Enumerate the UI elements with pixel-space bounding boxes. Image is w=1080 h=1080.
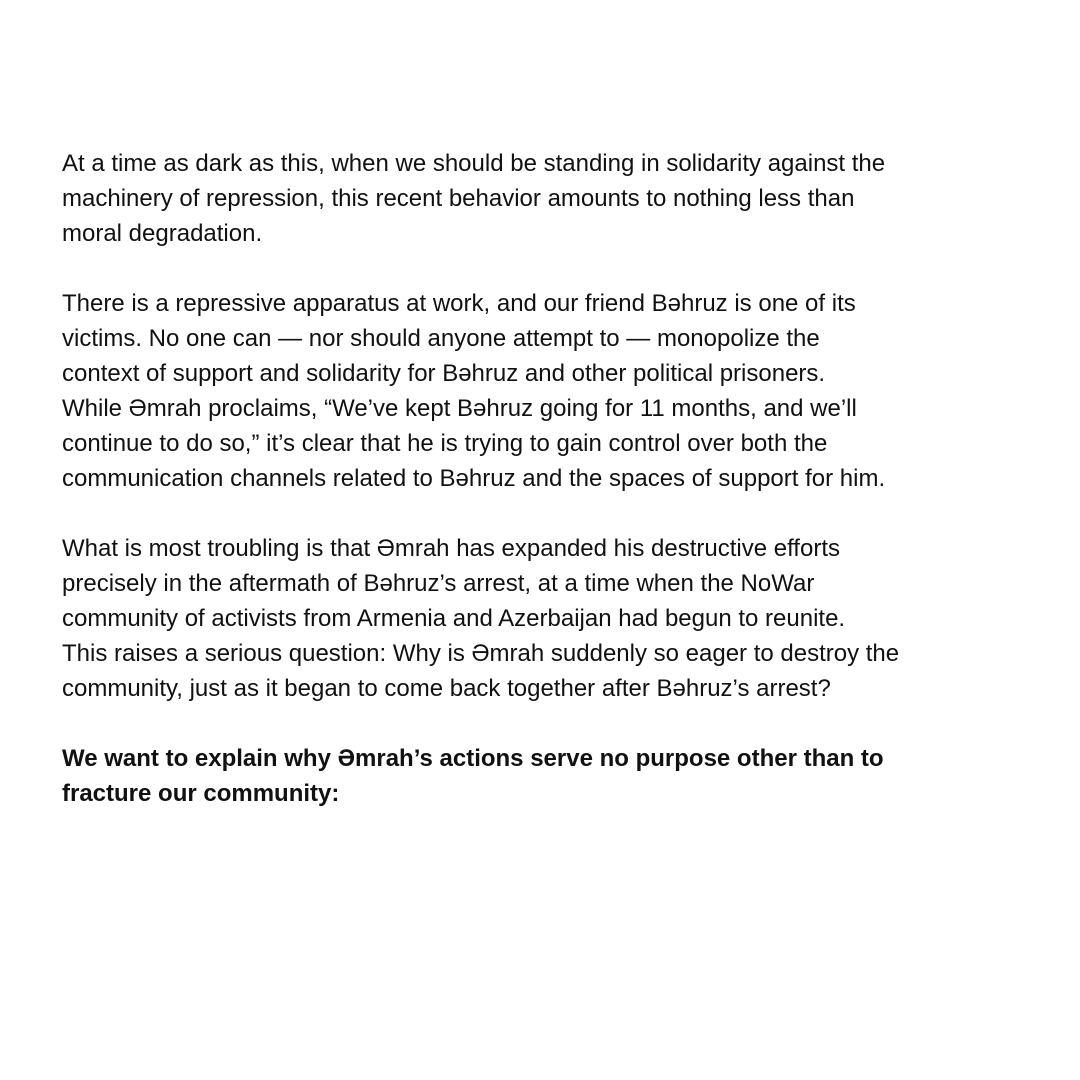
document-body: [62, 146, 1042, 811]
paragraph-intro: At a time as dark as this, when we should be standing in solidarity against the machinery of repression, this recent behavior amounts to nothing less than moral degradation.: [62, 150, 886, 247]
paragraph-bold-statement: We want to explain why Əmrah’s actions serve no purpose other than to fracture our community:: [62, 745, 884, 807]
paragraph-troubling-question: What is most troubling is that Əmrah has expanded his destructive efforts precisely in the aftermath of Bəhruz’s arrest, at a time when the NoWar community of activists from Armenia and Azerbaijan had begun to reunite. This raises a serious question: Why is Əmrah suddenly so eager to destroy the community, just as it began to come back together after Bəhruz’s arrest?: [62, 535, 900, 702]
paragraph-repressive-apparatus: There is a repressive apparatus at work, and our friend Bəhruz is one of its victims. No one can — nor should anyone attempt to — monopolize the context of support and solidarity for Bəhruz and other political prisoners. While Əmrah proclaims, “We’ve kept Bəhruz going for 11 months, and we’ll continue to do so,” it’s clear that he is trying to gain control over both the communication channels related to Bəhruz and the spaces of support for him.: [62, 290, 886, 492]
